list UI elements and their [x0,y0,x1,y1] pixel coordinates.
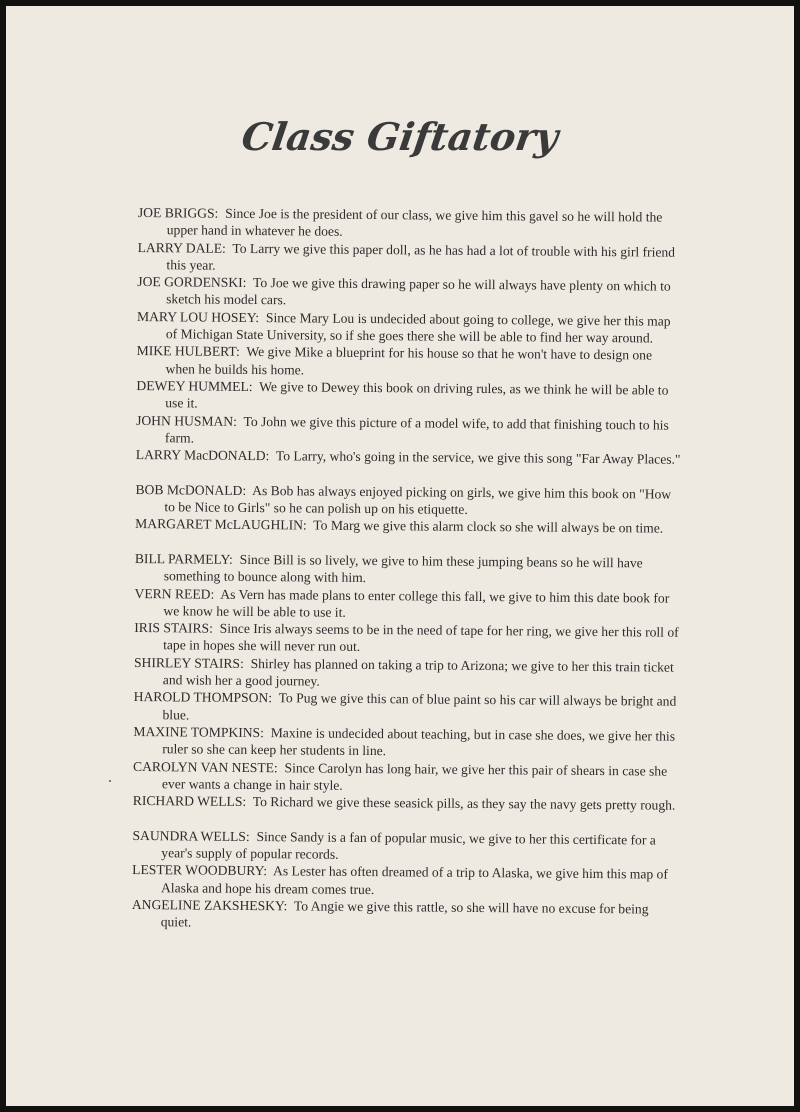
entry-name: MAXINE TOMPKINS: [133,723,265,741]
gift-entry [133,723,681,762]
entry-name: MARGARET McLAUGHLIN: [135,516,307,533]
gift-entry [136,342,684,381]
entry-text: As Vern has made plans to enter college this fall, we give to him this date book for we know he will be able to use it. [163,586,670,620]
entry-name: CAROLYN VAN NESTE: [133,758,278,775]
entry-text: To John we give this picture of a model wife, to add that finishing touch to his farm. [164,413,669,446]
gift-entry [136,446,684,485]
entry-text: To Angie we give this rattle, so she will have no excuse for being quiet. [160,898,649,930]
gift-entry [137,308,685,347]
page-title: Class Giftatory [238,114,562,159]
entry-text: We give Mike a blueprint for his house so that he won't have to design one when he builds his home. [165,344,653,378]
entry-text: Since Sandy is a fan of popular music, we give to her this certificate for a year's supply of popular records. [161,828,656,862]
entry-text: To Pug we give this can of blue paint so his car will always be bright and blue. [162,690,677,723]
gift-entry [138,204,686,243]
entry-name: JOE BRIGGS: [137,204,219,221]
gift-entry [135,550,683,589]
entry-text: We give to Dewey this book on driving rules, as we think he will be able to use it. [165,379,669,411]
entry-text: Since Bill is so lively, we give to him these jumping beans so he will have something to bounce along with him. [163,551,643,586]
entry-name: LARRY DALE: [137,239,226,256]
gift-entry [132,861,680,900]
entry-text: As Bob has always enjoyed picking on girls, we give him this book on "How to be Nice to Girls" so he can polish up on his etiquette. [164,482,672,517]
gift-entry [135,481,683,520]
entry-text: To Marg we give this alarm clock so she will always be on time. [313,517,664,536]
entry-name: LESTER WOODBURY: [132,862,268,879]
gift-entry [136,412,684,451]
document-page [6,6,794,1106]
entry-name: IRIS STAIRS: [134,620,213,636]
entry-text: Since Mary Lou is undecided about going to college, we give her this map of Michigan State University, so if she goes there she will be able to find her way around. [165,309,671,346]
gift-entry [134,585,682,624]
entry-text: To Larry we give this paper doll, as he has had a lot of trouble with his girl friend this year. [166,240,676,273]
entry-text: Since Carolyn has long hair, we give her this pair of shears in case she ever wants a change in hair style. [161,759,668,793]
entry-name: DEWEY HUMMEL: [136,377,253,394]
entry-name: LARRY MacDONALD: [135,447,270,464]
entry-name: JOHN HUSMAN: [136,412,238,429]
entry-name: RICHARD WELLS: [132,793,247,810]
entry-text: To Larry, who's going in the service, we give this song "Far Away Places." [275,448,681,467]
entry-text: As Lester has often dreamed of a trip to Alaska, we give him this map of Alaska and hope his dream comes true. [160,863,668,897]
gift-entry [133,792,681,831]
gift-entry [137,239,685,278]
entry-name: BILL PARMELY: [134,550,233,567]
gift-entry [132,896,680,935]
entry-name: SAUNDRA WELLS: [132,827,250,844]
entry-name: MIKE HULBERT: [136,343,240,360]
entry-text: Since Iris always seems to be in the need of tape for her ring, we give her this roll of tape in hopes she will never run out. [163,620,679,655]
gift-entry [133,757,681,796]
entry-name: HAROLD THOMPSON: [133,689,273,706]
gift-entry [134,619,682,658]
entry-text: Maxine is undecided about teaching, but in case she does, we give her this ruler so she can keep her students in line. [162,725,676,759]
gift-entry [132,827,680,866]
entry-text: To Joe we give this drawing paper so he will always have plenty on which to sketch his model cars. [166,275,671,308]
entry-name: ANGELINE ZAKSHESKY: [131,896,288,914]
entry-text: To Richard we give these seasick pills, as they say the navy gets pretty rough. [252,794,676,813]
gift-entry [136,377,684,416]
entry-text: Shirley has planned on taking a trip to Arizona; we give to her this train ticket and wish her a good journey. [162,655,674,689]
stray-mark [109,780,111,782]
gift-entry [133,688,681,727]
entry-name: BOB McDONALD: [135,481,247,498]
entry-name: JOE GORDENSKI: [137,274,247,291]
entry-text: Since Joe is the president of our class, we give him this gavel so he will hold the upper hand in whatever he does. [166,205,663,240]
gift-entry [135,515,683,554]
entry-name: SHIRLEY STAIRS: [133,654,244,671]
gift-entry [137,273,685,312]
gift-list [132,204,686,935]
entry-name: VERN REED: [134,585,215,602]
gift-entry [134,654,682,693]
entry-name: MARY LOU HOSEY: [136,308,260,325]
